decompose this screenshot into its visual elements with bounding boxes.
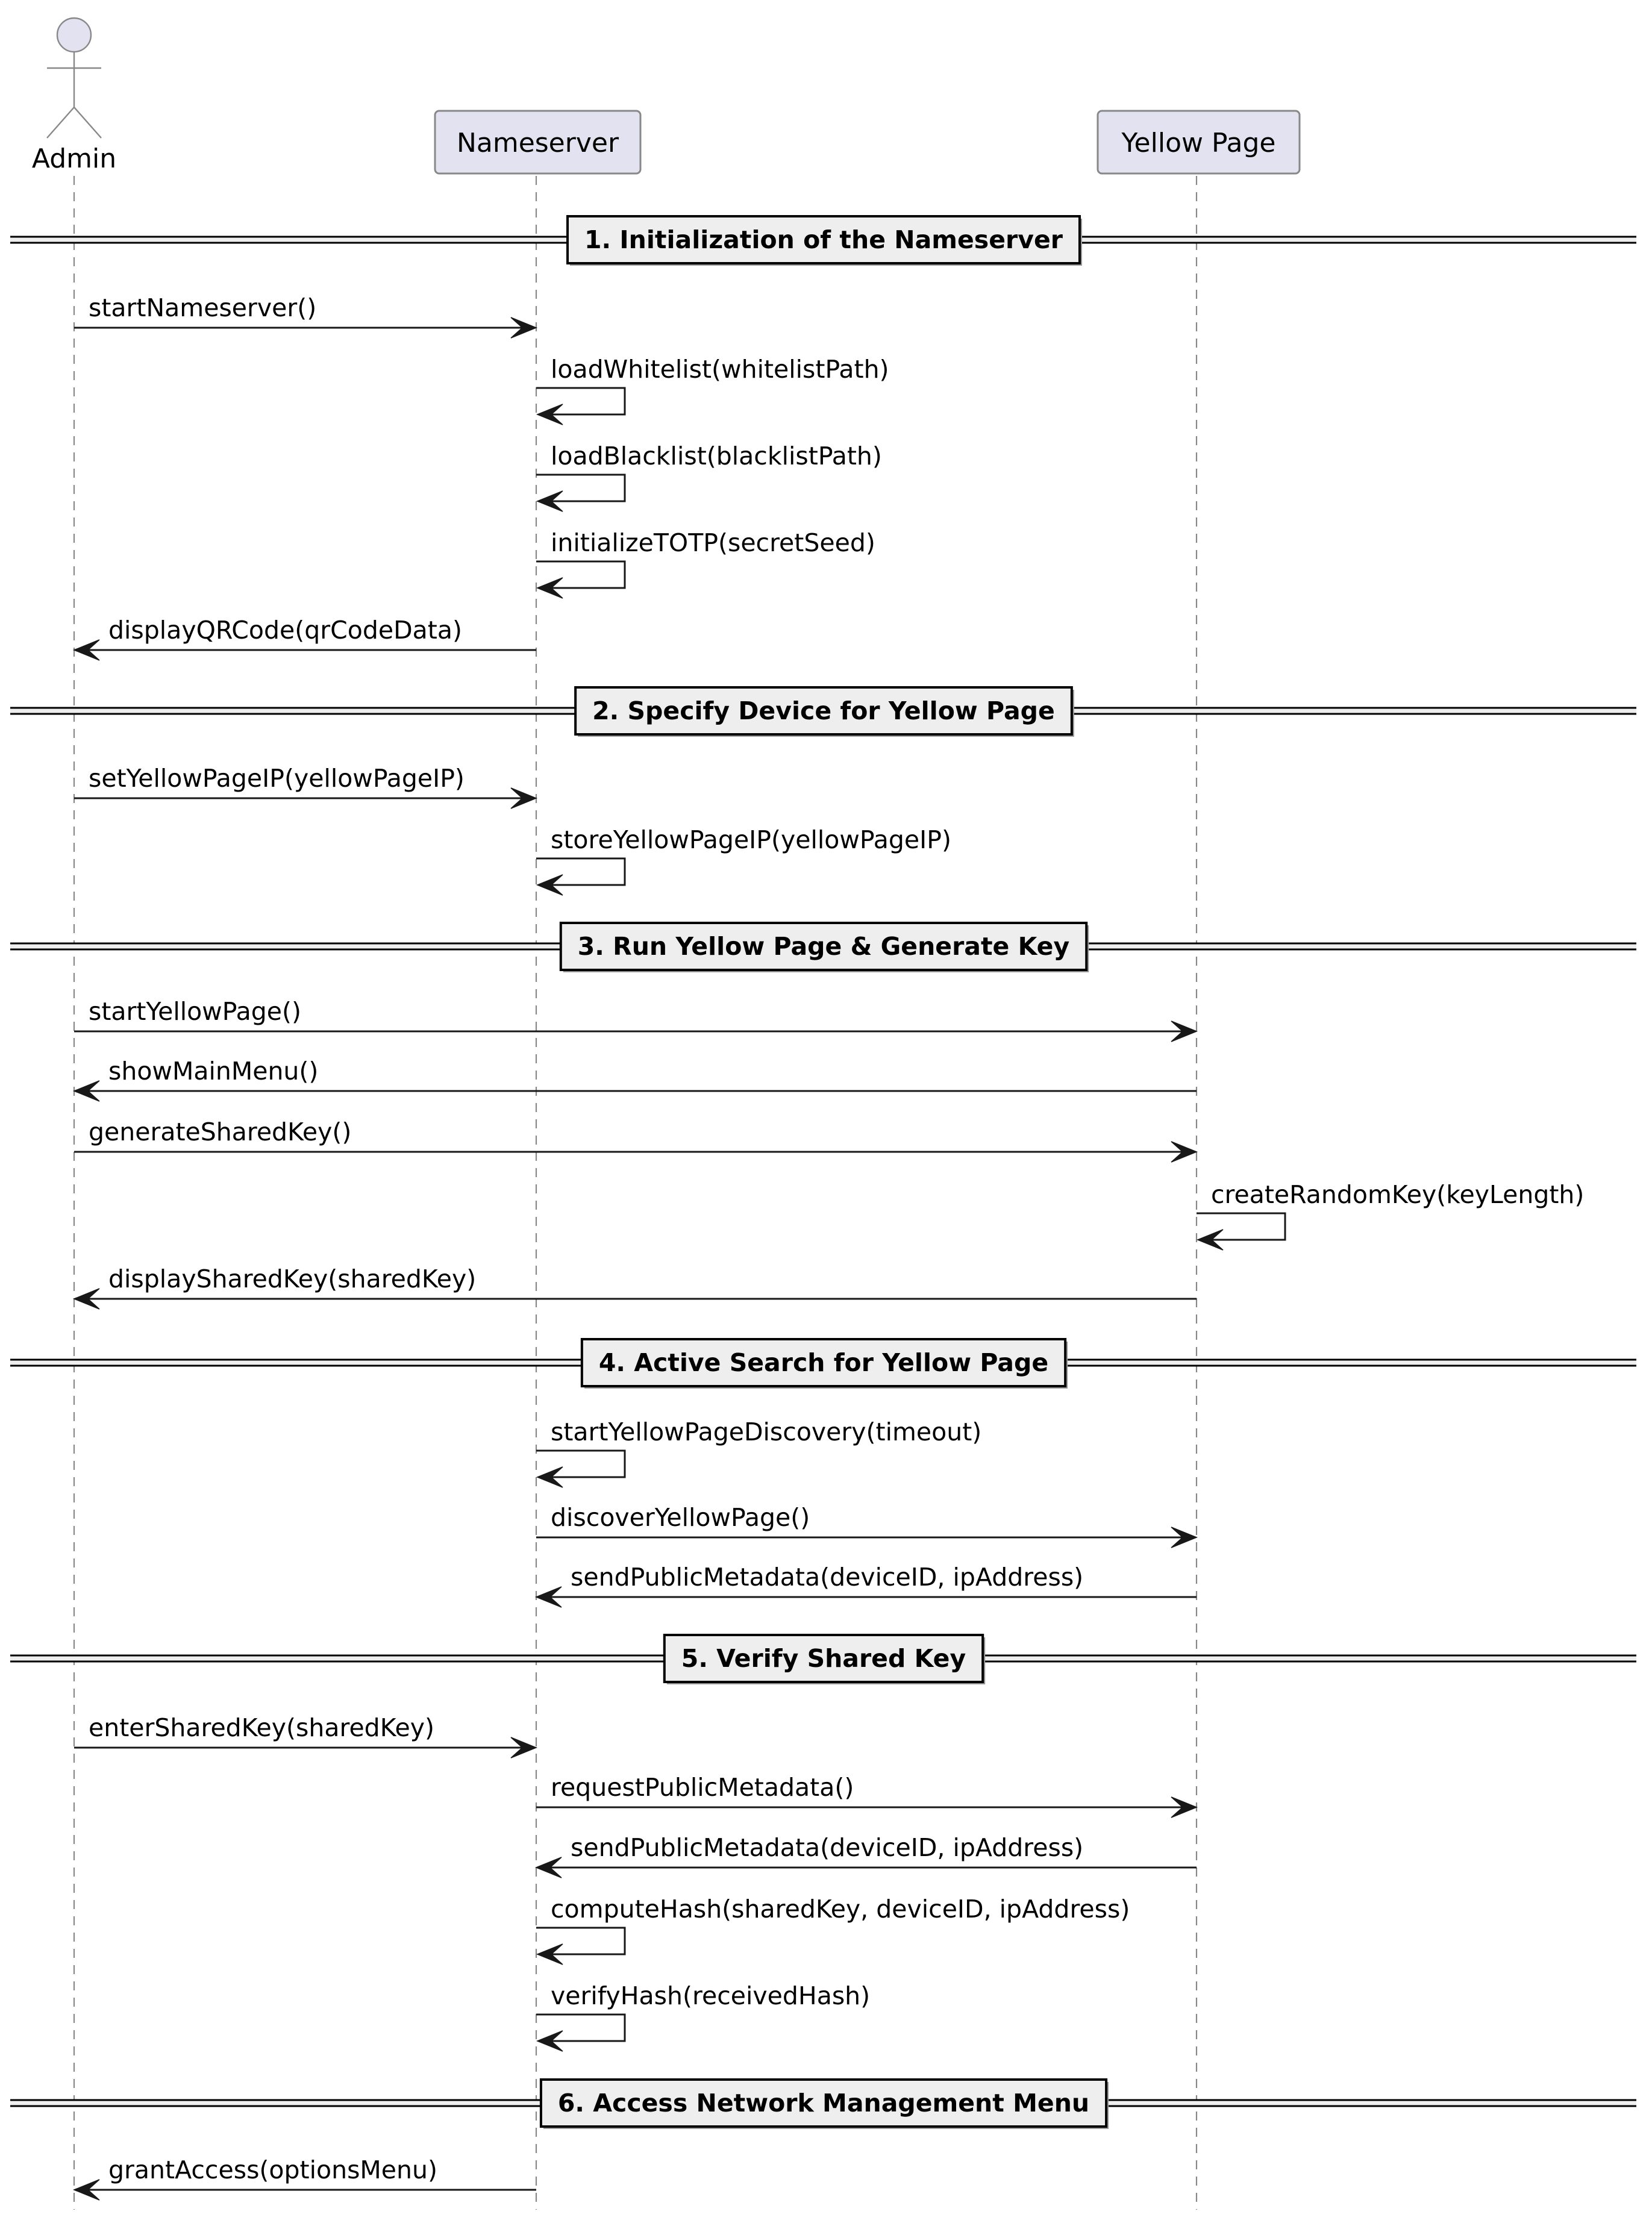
message-label: showMainMenu() (108, 1057, 319, 1086)
message[interactable] (74, 1117, 1197, 1162)
section-title: 3. Run Yellow Page & Generate Key (577, 932, 1070, 961)
message-label: generateSharedKey() (89, 1117, 352, 1146)
section-divider (10, 923, 1636, 972)
message[interactable] (74, 1713, 536, 1758)
participant-yp[interactable] (1098, 111, 1300, 173)
message-label: sendPublicMetadata(deviceID, ipAddress) (571, 1833, 1084, 1862)
section-divider (10, 687, 1636, 737)
message-label: createRandomKey(keyLength) (1211, 1180, 1585, 1209)
message-label: loadBlacklist(blacklistPath) (551, 442, 882, 470)
participant-label: Nameserver (456, 128, 619, 158)
section-title: 4. Active Search for Yellow Page (598, 1348, 1049, 1377)
message[interactable] (536, 442, 882, 511)
message[interactable] (74, 293, 536, 338)
message[interactable] (536, 1895, 1130, 1965)
section-title: 5. Verify Shared Key (681, 1644, 966, 1673)
message[interactable] (74, 997, 1197, 1042)
section-divider (10, 1339, 1636, 1389)
actor-icon (47, 18, 101, 138)
message-label: grantAccess(optionsMenu) (108, 2155, 437, 2184)
message-label: sendPublicMetadata(deviceID, ipAddress) (571, 1563, 1084, 1592)
message[interactable] (74, 1264, 1197, 1309)
message[interactable] (536, 1503, 1197, 1548)
message[interactable] (536, 355, 889, 425)
message[interactable] (74, 2155, 536, 2200)
message[interactable] (536, 1833, 1197, 1878)
message[interactable] (74, 764, 536, 808)
messages (74, 293, 1584, 2200)
message-label: initializeTOTP(secretSeed) (551, 528, 875, 557)
message-label: requestPublicMetadata() (551, 1773, 854, 1802)
section-title: 6. Access Network Management Menu (557, 2089, 1090, 2118)
participant-label: Yellow Page (1121, 128, 1276, 158)
participant-label: Admin (31, 143, 117, 174)
message-label: displayQRCode(qrCodeData) (108, 616, 462, 645)
message[interactable] (536, 1773, 1197, 1818)
message-label: discoverYellowPage() (551, 1503, 810, 1532)
message-label: enterSharedKey(sharedKey) (89, 1713, 435, 1742)
message[interactable] (536, 825, 951, 895)
message[interactable] (1197, 1180, 1584, 1250)
message[interactable] (74, 616, 536, 660)
participant-ns[interactable] (435, 111, 640, 173)
section-divider (10, 2080, 1636, 2129)
message-label: verifyHash(receivedHash) (551, 1981, 871, 2010)
message-label: computeHash(sharedKey, deviceID, ipAddress) (551, 1895, 1130, 1924)
message-label: storeYellowPageIP(yellowPageIP) (551, 825, 951, 854)
message[interactable] (536, 1418, 981, 1487)
section-title: 1. Initialization of the Nameserver (584, 225, 1063, 254)
message-label: startYellowPageDiscovery(timeout) (551, 1418, 982, 1446)
message[interactable] (536, 528, 875, 598)
section-divider (10, 216, 1636, 266)
participants (32, 18, 1300, 174)
message-label: startYellowPage() (89, 997, 301, 1026)
message[interactable] (74, 1057, 1197, 1101)
participant-admin[interactable] (32, 18, 116, 174)
section-divider (10, 1635, 1636, 1684)
message-label: loadWhitelist(whitelistPath) (551, 355, 889, 384)
message[interactable] (536, 1981, 870, 2051)
section-title: 2. Specify Device for Yellow Page (592, 696, 1055, 725)
message[interactable] (536, 1563, 1197, 1607)
message-label: displaySharedKey(sharedKey) (108, 1264, 477, 1293)
message-label: startNameserver() (89, 293, 317, 322)
message-label: setYellowPageIP(yellowPageIP) (89, 764, 465, 793)
